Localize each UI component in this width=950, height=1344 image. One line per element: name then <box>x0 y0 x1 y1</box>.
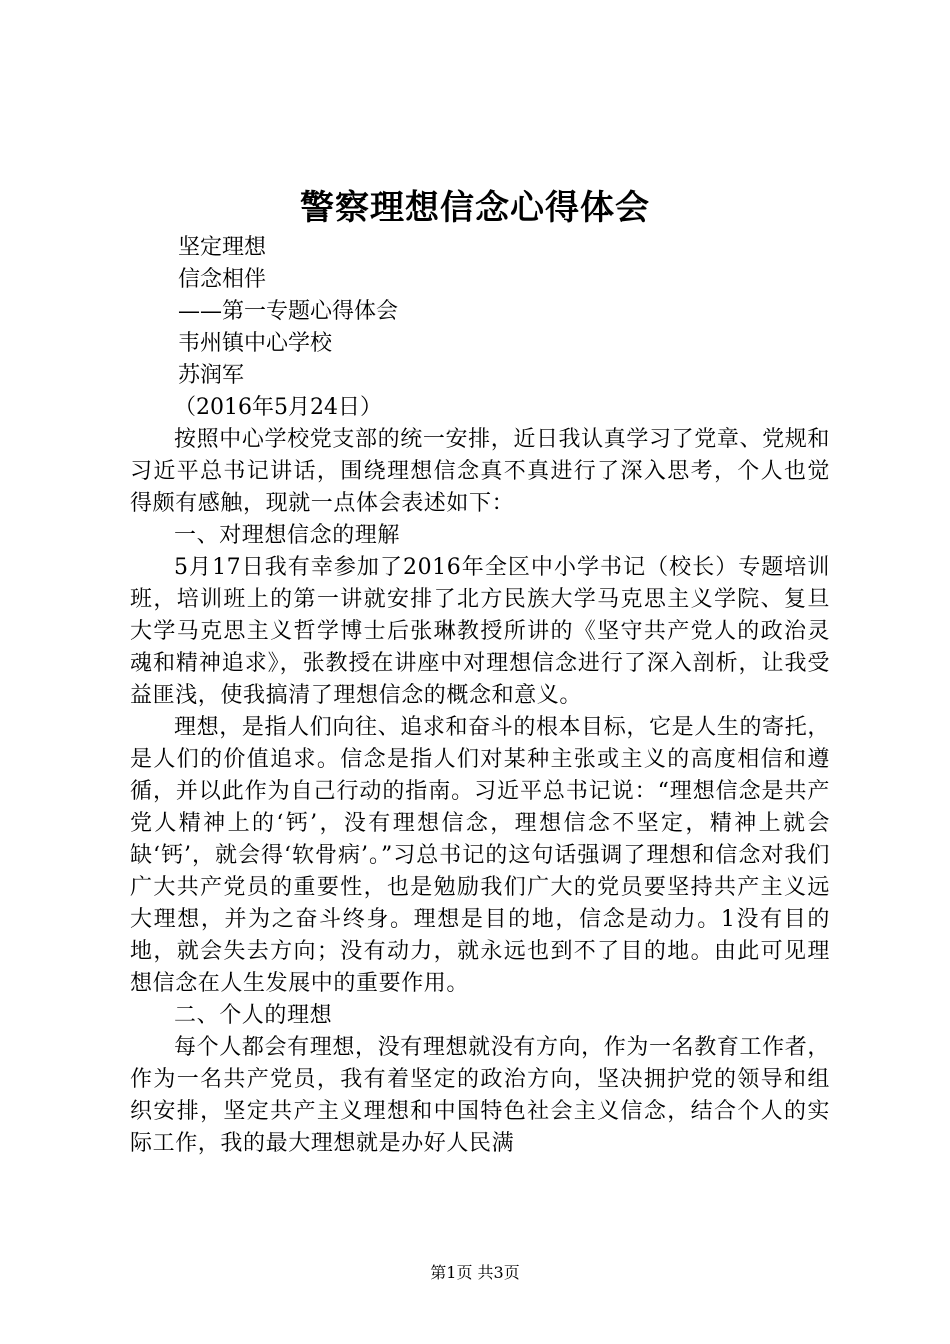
date-line: （2016年5月24日） <box>174 395 382 420</box>
page-footer: 第1页 共3页 <box>430 1263 520 1282</box>
subtitle-line: 信念相伴 <box>178 267 267 292</box>
author-name: 苏润军 <box>178 363 245 388</box>
document-title: 警察理想信念心得体会 <box>300 188 650 228</box>
paragraph: 理想，是指人们向往、追求和奋斗的根本目标，它是人生的寄托，是人们的价值追求。信念是指人们对某种主张或主义的高度相信和遵循，并以此作为自己行动的指南。习近平总书记说：“理想信念是共产党人精神上的‘钙’，没有理想信念，理想信念不坚定，精神上就会缺‘钙’，就会得‘软骨病’。”习总书记的这句话强调了理想和信念对我们广大共产党员的重要性，也是勉励我们广大的党员要坚持共产主义远大理想，并为之奋斗终身。理想是目的地，信念是动力。1没有目的地，就会失去方向；没有动力，就永远也到不了目的地。由此可见理想信念在人生发展中的重要作用。 <box>130 715 830 996</box>
paragraph: 每个人都会有理想，没有理想就没有方向，作为一名教育工作者，作为一名共产党员，我有着坚定的政治方向，坚决拥护党的领导和组织安排，坚定共产主义理想和中国特色社会主义信念，结合个人的实际工作，我的最大理想就是办好人民满 <box>130 1035 830 1156</box>
subtitle-line: 坚定理想 <box>178 235 267 260</box>
section-heading: 二、个人的理想 <box>174 1003 333 1028</box>
document-body <box>130 232 830 1160</box>
paragraph: 按照中心学校党支部的统一安排，近日我认真学习了党章、党规和习近平总书记讲话，围绕理想信念真不真进行了深入思考，个人也觉得颇有感触，现就一点体会表述如下： <box>130 427 830 516</box>
subtitle-line: ——第一专题心得体会 <box>178 299 399 324</box>
school-name: 韦州镇中心学校 <box>178 331 333 356</box>
section-heading: 一、对理想信念的理解 <box>174 523 401 548</box>
paragraph: 5月17日我有幸参加了2016年全区中小学书记（校长）专题培训班，培训班上的第一讲就安排了北方民族大学马克思主义学院、复旦大学马克思主义哲学博士后张琳教授所讲的《坚守共产党人的政治灵魂和精神追求》，张教授在讲座中对理想信念进行了深入剖析，让我受益匪浅，使我搞清了理想信念的概念和意义。 <box>130 555 830 708</box>
